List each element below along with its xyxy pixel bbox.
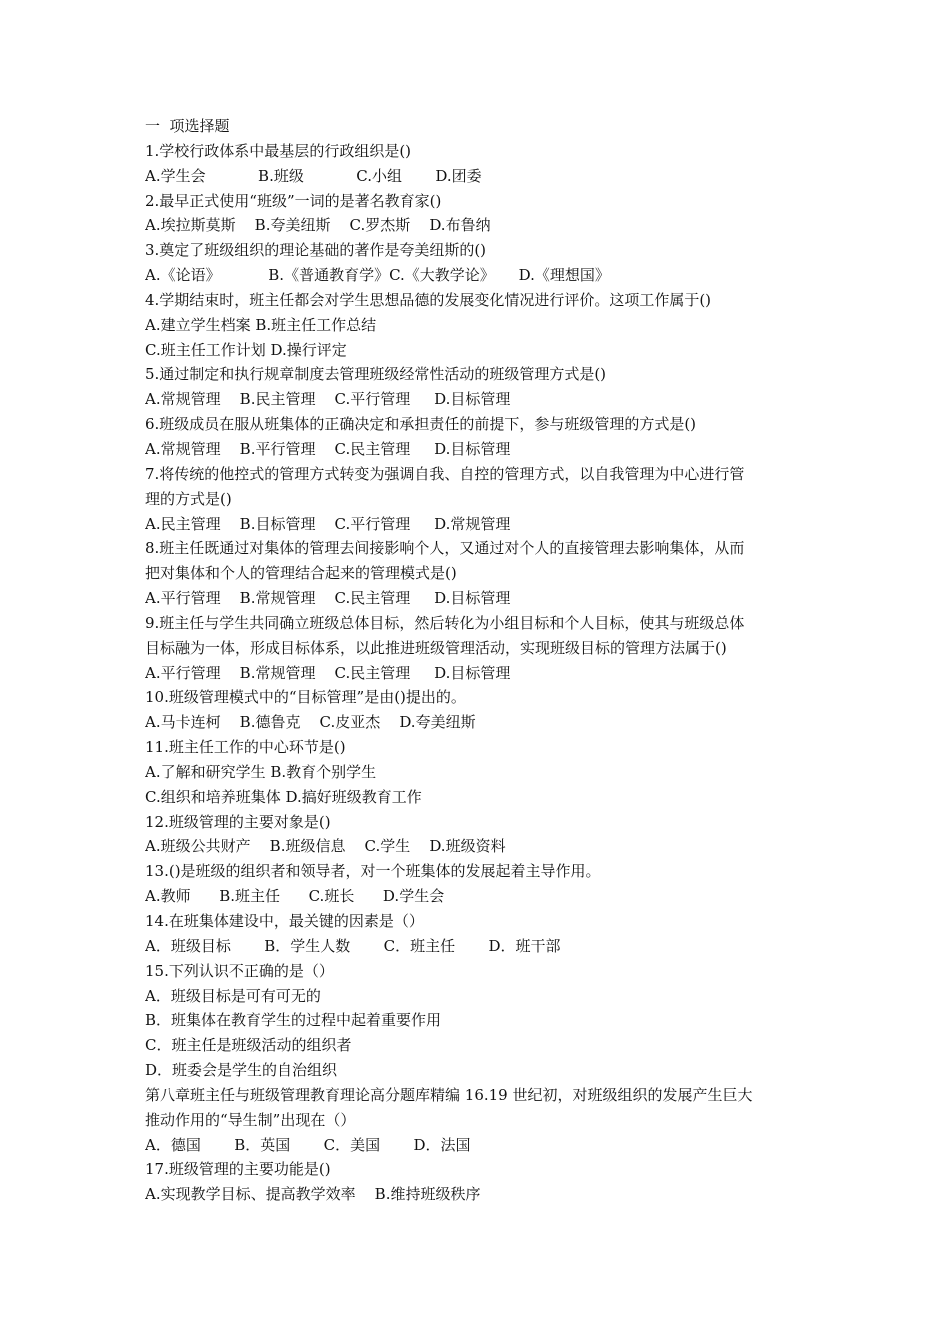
options-line: C.班主任工作计划 D.操行评定 bbox=[145, 340, 347, 359]
options-line: A.班级公共财产 B.班级信息 C.学生 D.班级资料 bbox=[145, 837, 506, 856]
question-line: 理的方式是() bbox=[145, 489, 232, 508]
options-line: A.教师 B.班主任 C.班长 D.学生会 bbox=[145, 887, 445, 906]
question-line: 14.在班集体建设中，最关键的因素是（） bbox=[145, 912, 424, 930]
question-line: 12.班级管理的主要对象是() bbox=[145, 812, 331, 831]
options-line: A．班级目标是可有可无的 bbox=[145, 986, 321, 1005]
options-line: A.平行管理 B.常规管理 C.民主管理 D.目标管理 bbox=[145, 589, 511, 608]
options-line: A.常规管理 B.民主管理 C.平行管理 D.目标管理 bbox=[145, 390, 511, 409]
options-line: C．班主任是班级活动的组织者 bbox=[145, 1036, 352, 1055]
question-line: 推动作用的“导生制”出现在（） bbox=[145, 1110, 356, 1129]
question-line: 5.通过制定和执行规章制度去管理班级经常性活动的班级管理方式是() bbox=[145, 365, 607, 384]
section-heading: 一 项选择题 bbox=[145, 117, 230, 135]
question-line: 3.奠定了班级组织的理论基础的著作是夸美纽斯的() bbox=[145, 241, 487, 260]
options-line: C.组织和培养班集体 D.搞好班级教育工作 bbox=[145, 787, 422, 806]
options-line: A.民主管理 B.目标管理 C.平行管理 D.常规管理 bbox=[145, 514, 511, 533]
question-line: 7.将传统的他控式的管理方式转变为强调自我、自控的管理方式，以自我管理为中心进行管 bbox=[145, 464, 745, 483]
question-line: 4.学期结束时，班主任都会对学生思想品德的发展变化情况进行评价。这项工作属于() bbox=[145, 290, 712, 309]
options-line: A.了解和研究学生 B.教育个别学生 bbox=[145, 762, 377, 781]
options-line: A.建立学生档案 B.班主任工作总结 bbox=[145, 315, 377, 334]
question-line: 把对集体和个人的管理结合起来的管理模式是() bbox=[145, 564, 457, 583]
options-line: A.常规管理 B.平行管理 C.民主管理 D.目标管理 bbox=[145, 439, 511, 458]
options-line: D．班委会是学生的自治组织 bbox=[145, 1061, 338, 1080]
question-line: 11.班主任工作的中心环节是() bbox=[145, 738, 346, 757]
question-line: 目标融为一体，形成目标体系，以此推进班级管理活动，实现班级目标的管理方法属于() bbox=[145, 638, 727, 657]
exam-question-text bbox=[145, 114, 813, 1207]
question-line: 10.班级管理模式中的“目标管理”是由()提出的。 bbox=[145, 688, 466, 707]
options-line: A．德国 B．英国 C．美国 D．法国 bbox=[145, 1135, 471, 1154]
question-line: 9.班主任与学生共同确立班级总体目标，然后转化为小组目标和个人目标，使其与班级总体 bbox=[145, 613, 745, 632]
question-line: 第八章班主任与班级管理教育理论高分题库精编 16.19 世纪初，对班级组织的发展产生巨大 bbox=[145, 1085, 753, 1104]
options-line: A.实现教学目标、提高教学效率 B.维持班级秩序 bbox=[145, 1185, 481, 1204]
options-line: A.平行管理 B.常规管理 C.民主管理 D.目标管理 bbox=[145, 663, 511, 682]
question-line: 8.班主任既通过对集体的管理去间接影响个人，又通过对个人的直接管理去影响集体，从而 bbox=[145, 539, 745, 558]
question-line: 17.班级管理的主要功能是() bbox=[145, 1160, 331, 1179]
options-line: A.埃拉斯莫斯 B.夸美纽斯 C.罗杰斯 D.布鲁纳 bbox=[145, 216, 491, 235]
question-line: 15.下列认识不正确的是（） bbox=[145, 961, 334, 980]
question-line: 1.学校行政体系中最基层的行政组织是() bbox=[145, 141, 412, 160]
options-line: B．班集体在教育学生的过程中起着重要作用 bbox=[145, 1011, 442, 1030]
question-line: 6.班级成员在服从班集体的正确决定和承担责任的前提下，参与班级管理的方式是() bbox=[145, 415, 697, 434]
options-line: A.马卡连柯 B.德鲁克 C.皮亚杰 D.夸美纽斯 bbox=[145, 713, 476, 732]
options-line: A.学生会 B.班级 C.小组 D.团委 bbox=[145, 166, 482, 185]
options-line: A．班级目标 B．学生人数 C．班主任 D．班干部 bbox=[145, 936, 561, 955]
question-line: 13.()是班级的组织者和领导者，对一个班集体的发展起着主导作用。 bbox=[145, 862, 601, 881]
question-line: 2.最早正式使用“班级”一词的是著名教育家() bbox=[145, 191, 442, 210]
options-line: A.《论语》 B.《普通教育学》C.《大教学论》 D.《理想国》 bbox=[145, 266, 610, 285]
